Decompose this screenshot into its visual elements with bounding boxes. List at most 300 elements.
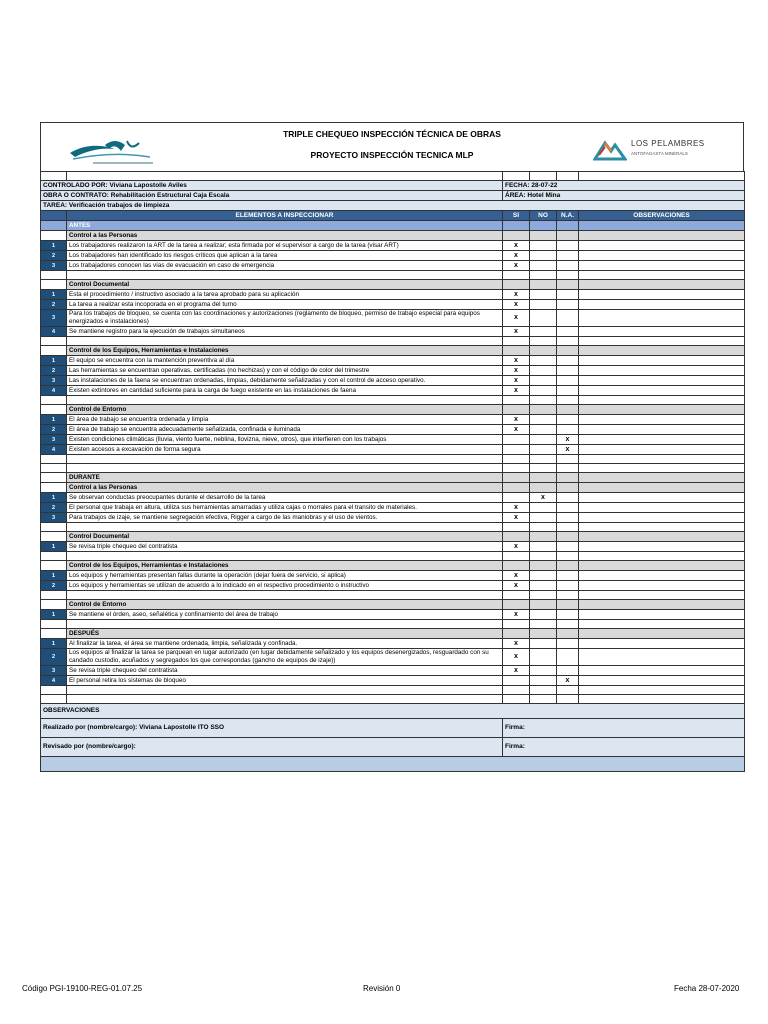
footer-date: Fecha 28-07-2020 — [674, 984, 740, 993]
blank-row — [41, 337, 745, 346]
cell — [41, 172, 67, 181]
footer-revision: Revisión 0 — [363, 984, 401, 993]
na-mark — [557, 425, 579, 435]
cell — [579, 561, 745, 571]
observation-cell — [579, 649, 745, 666]
cell — [530, 221, 557, 231]
cell — [557, 221, 579, 231]
item-number: 2 — [41, 503, 67, 513]
cell — [579, 600, 745, 610]
na-mark — [557, 542, 579, 552]
item-text: Al finalizar la tarea, el área se mantiene ordenada, limpia, señalizada y confinada. — [67, 639, 503, 649]
section-title: Control a las Personas — [67, 231, 503, 241]
list-item — [41, 445, 745, 455]
cell — [530, 346, 557, 356]
blank-row — [41, 455, 745, 464]
cell — [530, 172, 557, 181]
item-number: 1 — [41, 639, 67, 649]
si-mark: x — [503, 415, 530, 425]
blank-row — [41, 620, 745, 629]
cell — [557, 591, 579, 600]
cell — [41, 271, 67, 280]
observation-cell — [579, 503, 745, 513]
no-mark — [530, 261, 557, 271]
cell — [503, 172, 530, 181]
cell — [579, 172, 745, 181]
observaciones-row — [41, 704, 745, 719]
na-mark — [557, 327, 579, 337]
observation-cell — [579, 415, 745, 425]
list-item — [41, 503, 745, 513]
item-number: 3 — [41, 261, 67, 271]
cell — [41, 686, 67, 695]
cell — [41, 591, 67, 600]
si-mark: x — [503, 610, 530, 620]
logo-text: LOS PELAMBRES — [631, 139, 705, 148]
cell — [530, 280, 557, 290]
cell — [41, 473, 67, 483]
meta-row — [41, 191, 745, 201]
item-text: Los trabajadores conocen las vías de evacuación en caso de emergencia — [67, 261, 503, 271]
cell — [579, 695, 745, 704]
na-mark — [557, 261, 579, 271]
item-number: 4 — [41, 327, 67, 337]
item-number: 2 — [41, 581, 67, 591]
si-mark: x — [503, 290, 530, 300]
si-mark: x — [503, 251, 530, 261]
si-mark: x — [503, 356, 530, 366]
cell — [557, 620, 579, 629]
item-text: Los trabajadores realizaron la ART de la tarea a realizar; esta firmada por el supervisor a cargo de la tarea (visar ART) — [67, 241, 503, 251]
item-number: 2 — [41, 251, 67, 261]
list-item — [41, 425, 745, 435]
si-mark: x — [503, 300, 530, 310]
na-mark — [557, 290, 579, 300]
phase-label: DURANTE — [67, 473, 503, 483]
no-mark — [530, 649, 557, 666]
item-text: Existen extintores en cantidad suficiente para la carga de fuego existente en las instalaciones de faena — [67, 386, 503, 396]
item-text: Los equipos y herramientas presentan fallas durante la operación (dejar fuera de servicio, si aplica) — [67, 571, 503, 581]
item-text: Los trabajadores han identificado los riesgos críticos que aplican a la tarea — [67, 251, 503, 261]
item-number: 3 — [41, 376, 67, 386]
no-mark — [530, 639, 557, 649]
cell — [557, 552, 579, 561]
cell — [41, 346, 67, 356]
na-mark: x — [557, 435, 579, 445]
cell — [557, 271, 579, 280]
item-text: Los equipos al finalizar la tarea se parquean en lugar autorizado (en lugar debidamente señalizado y los equipos desenergizados, resguardado con su candado custodio, acuñados y segregados los que correspondas (gancho de equipos de izaje)) — [67, 649, 503, 666]
item-number: 1 — [41, 610, 67, 620]
cell — [67, 172, 503, 181]
blank-row — [41, 271, 745, 280]
fecha-label: FECHA: 28-07-22 — [503, 181, 745, 191]
cell — [530, 396, 557, 405]
list-item — [41, 300, 745, 310]
section-row — [41, 483, 745, 493]
cell — [557, 405, 579, 415]
cell — [41, 629, 67, 639]
cell — [67, 620, 503, 629]
signature-row — [41, 738, 745, 757]
no-mark — [530, 542, 557, 552]
list-item — [41, 261, 745, 271]
section-row — [41, 231, 745, 241]
list-item — [41, 676, 745, 686]
si-mark: x — [503, 310, 530, 327]
cell — [41, 523, 67, 532]
section-title: Control de Entorno — [67, 405, 503, 415]
no-mark — [530, 310, 557, 327]
item-number: 1 — [41, 356, 67, 366]
na-mark: x — [557, 676, 579, 686]
los-pelambres-logo — [589, 127, 739, 169]
item-number: 3 — [41, 666, 67, 676]
tarea-label: TAREA: Verificación trabajos de limpieza — [41, 201, 745, 211]
item-text: Se observan conductas preocupantes durante el desarrollo de la tarea — [67, 493, 503, 503]
na-mark — [557, 666, 579, 676]
na-mark — [557, 610, 579, 620]
no-mark — [530, 241, 557, 251]
na-header: N.A. — [557, 211, 579, 221]
cell — [579, 473, 745, 483]
cell — [41, 483, 67, 493]
na-mark — [557, 310, 579, 327]
list-item — [41, 251, 745, 261]
list-item — [41, 366, 745, 376]
item-text: El área de trabajo se encuentra adecuadamente señalizada, confinada e iluminada — [67, 425, 503, 435]
no-mark — [530, 415, 557, 425]
item-text: Los equipos y herramientas se utilizan de acuerdo a lo indicado en el respectivo procedimiento o instructivo — [67, 581, 503, 591]
item-text: Esta el procedimiento / instructivo asociado a la tarea aprobado para su aplicación — [67, 290, 503, 300]
observation-cell — [579, 435, 745, 445]
phase-row — [41, 473, 745, 483]
section-title: Control Documental — [67, 532, 503, 542]
blank-row — [41, 523, 745, 532]
cell — [579, 483, 745, 493]
cell — [503, 271, 530, 280]
cell — [503, 337, 530, 346]
blank-row — [41, 695, 745, 704]
si-mark — [503, 676, 530, 686]
cell — [579, 532, 745, 542]
cell — [557, 172, 579, 181]
no-mark — [530, 300, 557, 310]
no-mark — [530, 513, 557, 523]
list-item — [41, 610, 745, 620]
num-header — [41, 211, 67, 221]
no-mark — [530, 610, 557, 620]
list-item — [41, 513, 745, 523]
observation-cell — [579, 445, 745, 455]
si-mark: x — [503, 571, 530, 581]
item-text: Existen condiciones climáticas (lluvia, viento fuerte, neblina, llovizna, nieve, otros), que interfieren con los trabajos — [67, 435, 503, 445]
observation-cell — [579, 639, 745, 649]
cell — [503, 695, 530, 704]
section-title: Control a las Personas — [67, 483, 503, 493]
list-item — [41, 571, 745, 581]
signature-row — [41, 719, 745, 738]
cell — [530, 337, 557, 346]
cell — [530, 455, 557, 464]
observation-cell — [579, 290, 745, 300]
cell — [41, 620, 67, 629]
si-mark: x — [503, 241, 530, 251]
cell — [530, 405, 557, 415]
na-mark — [557, 251, 579, 261]
cell — [67, 523, 503, 532]
blank-row — [41, 552, 745, 561]
item-number: 1 — [41, 415, 67, 425]
si-mark: x — [503, 503, 530, 513]
item-text: Las herramientas se encuentran operativas, certificadas (no hechizas) y con el código de color del trimestre — [67, 366, 503, 376]
cell — [503, 455, 530, 464]
cell — [579, 405, 745, 415]
si-mark: x — [503, 327, 530, 337]
list-item — [41, 386, 745, 396]
section-row — [41, 600, 745, 610]
no-mark — [530, 435, 557, 445]
item-text: El área de trabajo se encuentra ordenada y limpia — [67, 415, 503, 425]
cell — [530, 271, 557, 280]
observation-cell — [579, 676, 745, 686]
na-mark — [557, 571, 579, 581]
cell — [41, 405, 67, 415]
list-item — [41, 649, 745, 666]
cell — [67, 686, 503, 695]
no-mark — [530, 571, 557, 581]
cell — [579, 346, 745, 356]
no-mark — [530, 366, 557, 376]
cell — [557, 695, 579, 704]
cell — [579, 280, 745, 290]
section-title: Control de los Equipos, Herramientas e Instalaciones — [67, 561, 503, 571]
cell — [503, 280, 530, 290]
item-text: El equipo se encuentra con la mantención preventiva al día — [67, 356, 503, 366]
cell — [503, 532, 530, 542]
si-mark: x — [503, 386, 530, 396]
cell — [579, 396, 745, 405]
cell — [530, 464, 557, 473]
observaciones-label: OBSERVACIONES — [41, 704, 745, 719]
item-number: 4 — [41, 676, 67, 686]
item-number: 1 — [41, 241, 67, 251]
list-item — [41, 435, 745, 445]
section-row — [41, 280, 745, 290]
cell — [557, 600, 579, 610]
firma-field: Firma: — [503, 719, 745, 738]
cell — [557, 629, 579, 639]
cell — [67, 396, 503, 405]
si-mark: x — [503, 649, 530, 666]
cell — [579, 337, 745, 346]
observation-cell — [579, 356, 745, 366]
item-text: Se revisa triple chequeo del contratista — [67, 542, 503, 552]
cell — [557, 561, 579, 571]
na-mark — [557, 415, 579, 425]
cell — [41, 231, 67, 241]
cell — [41, 561, 67, 571]
si-mark: x — [503, 639, 530, 649]
form-subtitle: PROYECTO INSPECCIÓN TECNICA MLP — [310, 150, 474, 160]
blank-row — [41, 591, 745, 600]
list-item — [41, 327, 745, 337]
cell — [530, 695, 557, 704]
cell — [557, 473, 579, 483]
na-mark — [557, 241, 579, 251]
obra-contrato: OBRA O CONTRATO: Rehabilitación Estructural Caja Escala — [41, 191, 503, 201]
cell — [41, 280, 67, 290]
item-number: 2 — [41, 649, 67, 666]
phase-row — [41, 629, 745, 639]
cell — [557, 483, 579, 493]
cell — [530, 591, 557, 600]
cell — [557, 396, 579, 405]
section-row — [41, 405, 745, 415]
controlado-por: CONTROLADO POR: Viviana Lapostolle Aviles — [41, 181, 503, 191]
cell — [503, 591, 530, 600]
cell — [67, 464, 503, 473]
no-mark — [530, 676, 557, 686]
column-header-row — [41, 211, 745, 221]
list-item — [41, 310, 745, 327]
cell — [530, 483, 557, 493]
na-mark — [557, 513, 579, 523]
item-number: 1 — [41, 542, 67, 552]
revisado-por: Revisado por (nombre/cargo): — [41, 738, 503, 757]
observation-cell — [579, 386, 745, 396]
no-mark — [530, 290, 557, 300]
na-mark — [557, 300, 579, 310]
no-mark — [530, 666, 557, 676]
item-number: 1 — [41, 493, 67, 503]
item-text: El personal retira los sistemas de bloqueo — [67, 676, 503, 686]
blank-row — [41, 464, 745, 473]
si-header: SI — [503, 211, 530, 221]
na-mark — [557, 366, 579, 376]
cell — [579, 552, 745, 561]
section-row — [41, 532, 745, 542]
observation-cell — [579, 310, 745, 327]
item-text: Para trabajos de izaje, se mantiene segregación efectiva, Rigger a cargo de las maniobras y el uso de vientos. — [67, 513, 503, 523]
cell — [557, 455, 579, 464]
section-row — [41, 346, 745, 356]
item-number: 2 — [41, 300, 67, 310]
si-mark: x — [503, 366, 530, 376]
cell — [67, 455, 503, 464]
realizado-por: Realizado por (nombre/cargo): Viviana Lapostolle ITO SSO — [41, 719, 503, 738]
no-mark — [530, 251, 557, 261]
cell — [579, 231, 745, 241]
list-item — [41, 542, 745, 552]
cell — [67, 552, 503, 561]
na-mark — [557, 503, 579, 513]
list-item — [41, 639, 745, 649]
cell — [530, 629, 557, 639]
form-header — [40, 122, 744, 171]
cell — [557, 523, 579, 532]
meta-row — [41, 181, 745, 191]
item-text: Se mantiene el órden, aseo, señalética y confinamiento del área de trabajo — [67, 610, 503, 620]
na-mark — [557, 639, 579, 649]
list-item — [41, 581, 745, 591]
section-row — [41, 561, 745, 571]
phase-label: ANTES — [67, 221, 503, 231]
cell — [503, 686, 530, 695]
si-mark: x — [503, 376, 530, 386]
observation-cell — [579, 542, 745, 552]
no-mark — [530, 581, 557, 591]
observation-cell — [579, 571, 745, 581]
cell — [557, 532, 579, 542]
blank-row — [41, 396, 745, 405]
cell — [579, 591, 745, 600]
item-number: 1 — [41, 290, 67, 300]
cell — [503, 473, 530, 483]
cell — [530, 620, 557, 629]
cell — [503, 629, 530, 639]
item-number: 4 — [41, 445, 67, 455]
observation-cell — [579, 366, 745, 376]
logo-subtext: ANTOFAGASTA MINERALS — [631, 151, 688, 156]
cell — [503, 405, 530, 415]
cell — [557, 337, 579, 346]
observation-cell — [579, 581, 745, 591]
no-mark — [530, 445, 557, 455]
no-mark — [530, 386, 557, 396]
cell — [503, 620, 530, 629]
firma-field: Firma: — [503, 738, 745, 757]
cell — [579, 686, 745, 695]
si-mark — [503, 445, 530, 455]
cell — [41, 455, 67, 464]
observation-cell — [579, 513, 745, 523]
item-number: 4 — [41, 386, 67, 396]
na-mark — [557, 376, 579, 386]
cell — [503, 483, 530, 493]
cell — [41, 396, 67, 405]
cell — [579, 620, 745, 629]
cell — [530, 686, 557, 695]
na-mark — [557, 493, 579, 503]
list-item — [41, 493, 745, 503]
observation-cell — [579, 425, 745, 435]
cell — [41, 532, 67, 542]
list-item — [41, 376, 745, 386]
observation-cell — [579, 251, 745, 261]
si-mark: x — [503, 666, 530, 676]
no-mark: x — [530, 493, 557, 503]
cell — [41, 695, 67, 704]
cell — [503, 221, 530, 231]
cell — [579, 271, 745, 280]
cell — [557, 280, 579, 290]
section-title: Control de los Equipos, Herramientas e Instalaciones — [67, 346, 503, 356]
footer-code: Código PGI-19100-REG-01.07.25 — [22, 984, 143, 993]
cell — [41, 337, 67, 346]
si-mark: x — [503, 425, 530, 435]
cell — [579, 221, 745, 231]
observation-cell — [579, 493, 745, 503]
cell — [579, 523, 745, 532]
phase-label: DESPUÉS — [67, 629, 503, 639]
item-text: Se mantiene registro para la ejecución de trabajos simultaneos — [67, 327, 503, 337]
item-text: Se revisa triple chequeo del contratista — [67, 666, 503, 676]
meta-row — [41, 201, 745, 211]
cell — [41, 600, 67, 610]
cell — [503, 552, 530, 561]
cell — [579, 464, 745, 473]
section-title: Control Documental — [67, 280, 503, 290]
